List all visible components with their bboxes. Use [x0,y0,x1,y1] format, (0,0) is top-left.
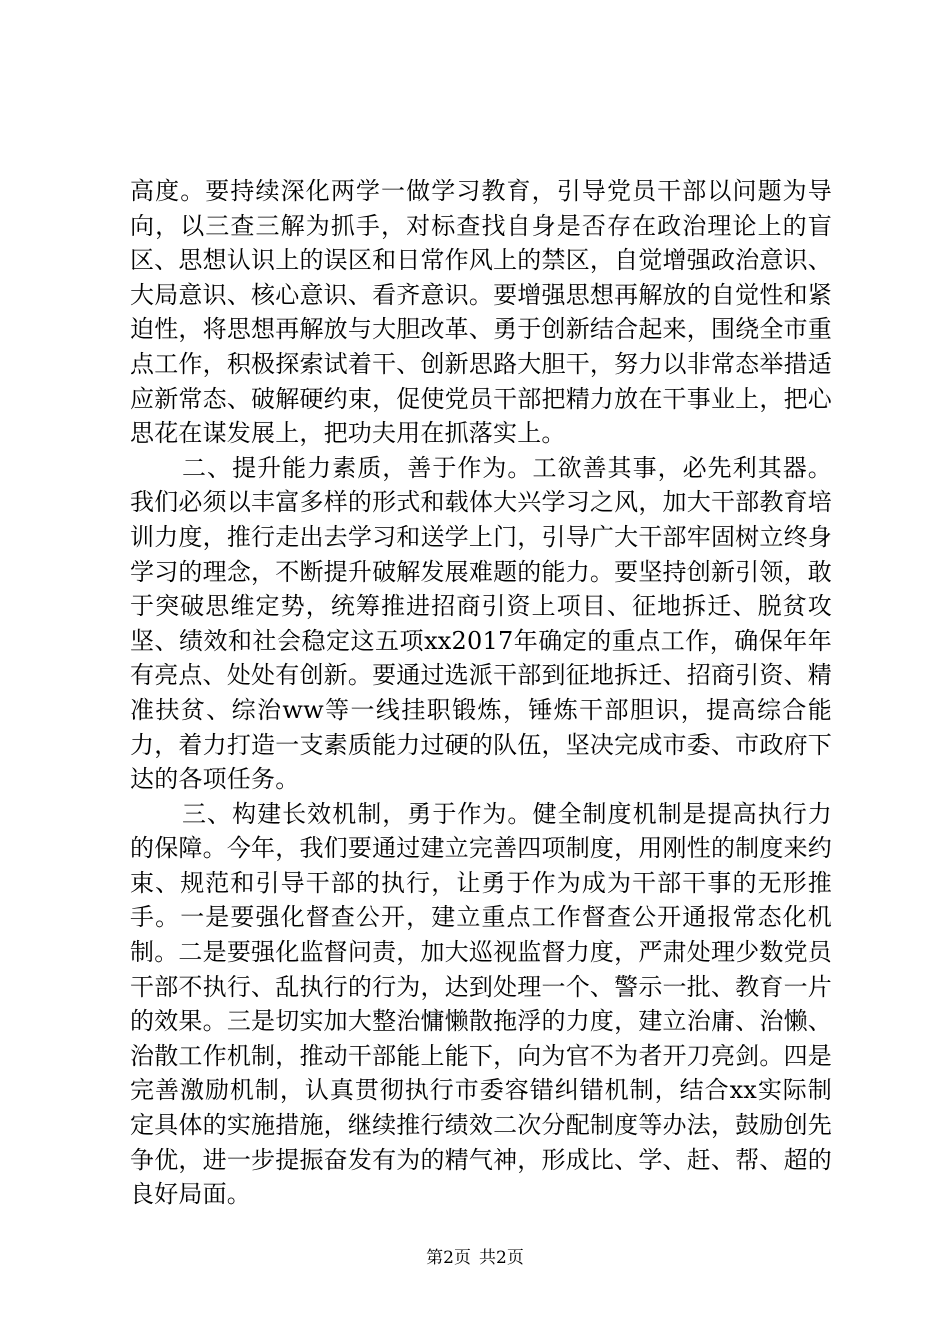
paragraph-continuation: 高度。要持续深化两学一做学习教育，引导党员干部以问题为导向，以三查三解为抓手，对标查找自身是否存在政治理论上的盲区、思想认识上的误区和日常作风上的禁区，自觉增强政治意识、大局意识、核心意识、看齐意识。要增强思想再解放的自觉性和紧迫性，将思想再解放与大胆改革、勇于创新结合起来，围绕全市重点工作，积极探索试着干、创新思路大胆干，努力以非常态举措适应新常态、破解硬约束，促使党员干部把精力放在干事业上，把心思花在谋发展上，把功夫用在抓落实上。 [130,177,832,448]
page-total: 共2页 [479,1248,524,1268]
document-body [130,174,832,1212]
paragraph-section-two: 二、提升能力素质，善于作为。工欲善其事，必先利其器。我们必须以丰富多样的形式和载体大兴学习之风，加大干部教育培训力度，推行走出去学习和送学上门，引导广大干部牢固树立终身学习的理念，不断提升破解发展难题的能力。要坚持创新引领，敢于突破思维定势，统筹推进招商引资上项目、征地拆迁、脱贫攻坚、绩效和社会稳定这五项xx2017年确定的重点工作，确保年年有亮点、处处有创新。要通过选派干部到征地拆迁、招商引资、精准扶贫、综治ww等一线挂职锻炼，锤炼干部胆识，提高综合能力，着力打造一支素质能力过硬的队伍，坚决完成市委、市政府下达的各项任务。 [130,453,832,794]
page-number: 第2页 [426,1248,471,1268]
page-footer [0,1247,950,1269]
paragraph-section-three: 三、构建长效机制，勇于作为。健全制度机制是提高执行力的保障。今年，我们要通过建立完善四项制度，用刚性的制度来约束、规范和引导干部的执行，让勇于作为成为干部干事的无形推手。一是要强化督查公开，建立重点工作督查公开通报常态化机制。二是要强化监督问责，加大巡视监督力度，严肃处理少数党员干部不执行、乱执行的行为，达到处理一个、警示一批、教育一片的效果。三是切实加大整治慵懒散拖浮的力度，建立治庸、治懒、治散工作机制，推动干部能上能下，向为官不为者开刀亮剑。四是完善激励机制，认真贯彻执行市委容错纠错机制，结合xx实际制定具体的实施措施，继续推行绩效二次分配制度等办法，鼓励创先争优，进一步提振奋发有为的精气神，形成比、学、赶、帮、超的良好局面。 [130,799,832,1209]
